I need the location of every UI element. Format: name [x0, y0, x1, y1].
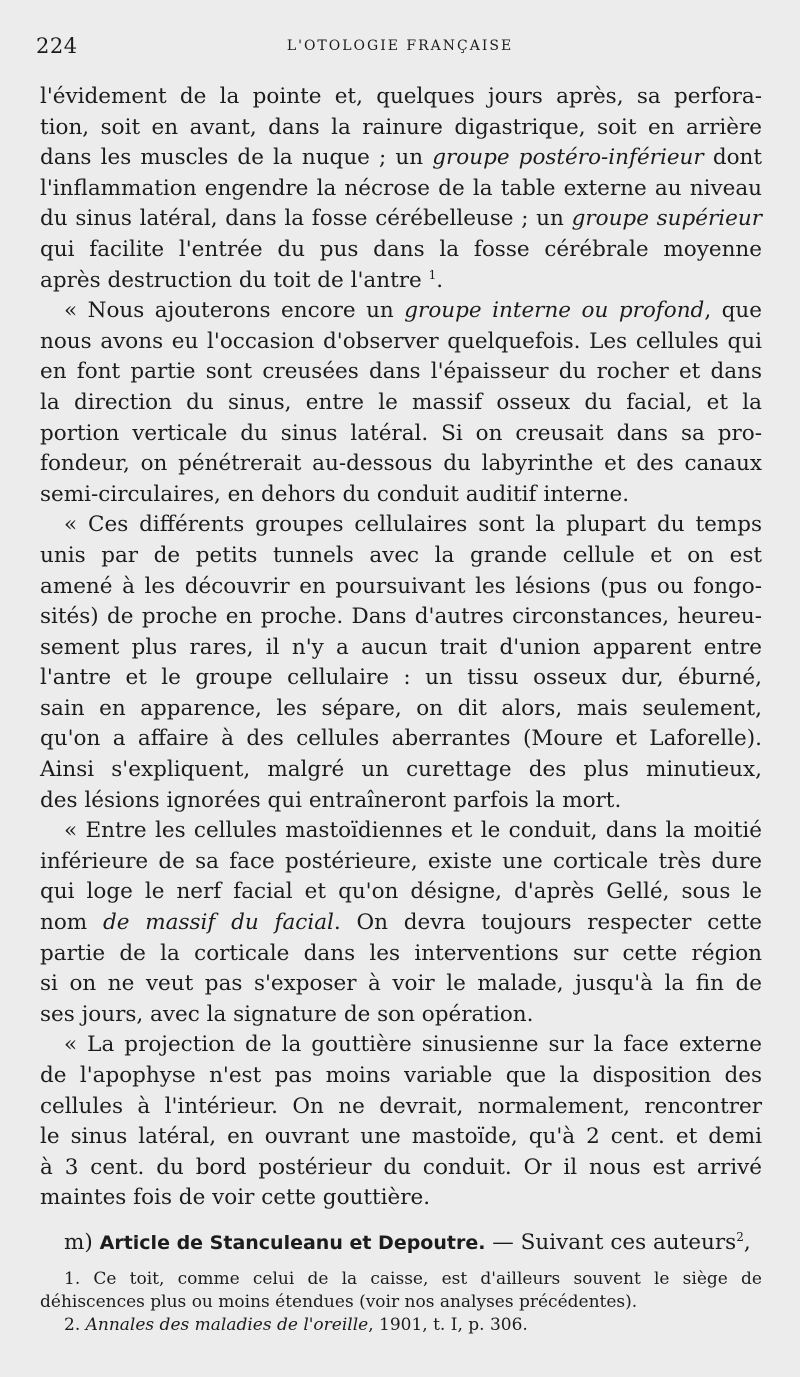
text-line: « Entre les cellules mastoïdiennes et le conduit, dans la moitié — [64, 818, 762, 844]
running-title: L'OTOLOGIE FRANÇAISE — [286, 38, 514, 54]
text-line: maintes fois de voir cette gouttière. — [40, 1185, 431, 1211]
text-line: fondeur, on pénétrerait au-dessous du labyrinthe et des canaux — [40, 451, 762, 477]
footnote-ref: 1 — [428, 267, 437, 282]
text-fragment: dont — [703, 145, 763, 171]
text-line: des lésions ignorées qui entraîneront parfois la mort. — [40, 787, 622, 813]
italic-term: de massif du facial — [102, 910, 334, 936]
italic-term: groupe supérieur — [571, 206, 762, 232]
text-line: l'inflammation engendre la nécrose de la table externe au niveau — [40, 175, 762, 201]
text-line: amené à les découvrir en poursuivant les lésions (pus ou fongo- — [40, 573, 762, 599]
italic-term: groupe interne ou profond — [404, 298, 705, 324]
text-fragment: dans les muscles de la nuque ; un — [40, 145, 433, 171]
text-line: portion verticale du sinus latéral. Si on creusait dans sa pro- — [40, 420, 762, 446]
text-fragment: après destruction du toit de l'antre — [40, 267, 422, 293]
footnote-number: 2. — [64, 1315, 86, 1335]
text-line: cellules à l'intérieur. On ne devrait, normalement, rencontrer — [40, 1093, 762, 1119]
text-line: sement plus rares, il n'y a aucun trait d'union apparent entre — [40, 634, 762, 660]
text-line: semi-circulaires, en dehors du conduit auditif interne. — [40, 481, 630, 507]
text-line: sités) de proche en proche. Dans d'autres circonstances, heureu- — [40, 604, 762, 630]
footnote-2 — [40, 1314, 762, 1337]
text-line: la direction du sinus, entre le massif osseux du facial, et la — [40, 389, 762, 415]
text-fragment: . On devra toujours respecter cette — [333, 910, 763, 936]
text-line: sain en apparence, les sépare, on dit alors, mais seulement, — [40, 695, 762, 721]
text-fragment: nom — [40, 910, 103, 936]
text-line: l'antre et le groupe cellulaire : un tissu osseux dur, éburné, — [40, 665, 762, 691]
text-line: « Ces différents groupes cellulaires sont la plupart du temps — [64, 512, 762, 538]
text-line: nous avons eu l'occasion d'observer quelquefois. Les cellules qui — [40, 328, 762, 354]
footnotes — [40, 1268, 762, 1337]
text-line — [40, 204, 762, 235]
footnote-1: 1. Ce toit, comme celui de la caisse, est d'ailleurs souvent le siège de — [64, 1269, 762, 1289]
text-fragment: « Nous ajouterons encore un — [64, 298, 405, 324]
footnote-1-cont: déhiscences plus ou moins étendues (voir nos analyses précédentes). — [40, 1292, 638, 1312]
text-fragment: , 1901, t. I, p. 306. — [368, 1315, 528, 1335]
text-line — [40, 296, 762, 327]
text-line: tion, soit en avant, dans la rainure digastrique, soit en arrière — [40, 114, 762, 140]
text-fragment: , — [743, 1229, 751, 1255]
text-line: qu'on a affaire à des cellules aberrantes (Moure et Laforelle). — [40, 726, 762, 752]
text-line: si on ne veut pas s'exposer à voir le malade, jusqu'à la fin de — [40, 971, 762, 997]
text-line: inférieure de sa face postérieure, existe une corticale très dure — [40, 848, 762, 874]
text-fragment: du sinus latéral, dans la fosse cérébelleuse ; un — [40, 206, 572, 232]
text-line: ses jours, avec la signature de son opération. — [40, 1001, 534, 1027]
page-number: 224 — [36, 34, 78, 58]
section-marker: m) — [64, 1229, 93, 1255]
section-heading: Article de Stanculeanu et Depoutre. — [99, 1231, 486, 1254]
journal-title: Annales des maladies de l'oreille — [85, 1315, 369, 1335]
text-line: à 3 cent. du bord postérieur du conduit. Or il nous est arrivé — [40, 1154, 762, 1180]
text-line: qui loge le nerf facial et qu'on désigne, d'après Gellé, sous le — [40, 879, 762, 905]
text-line: le sinus latéral, en ouvrant une mastoïde, qu'à 2 cent. et demi — [40, 1124, 762, 1150]
text-line — [40, 908, 762, 939]
body-text — [40, 82, 762, 1259]
text-line: l'évidement de la pointe et, quelques jours après, sa perfora- — [40, 84, 762, 109]
italic-term: groupe postéro-inférieur — [432, 145, 704, 171]
text-fragment: , que — [704, 298, 762, 324]
text-fragment: — Suivant ces auteurs — [485, 1229, 737, 1255]
page-header — [36, 34, 764, 64]
text-fragment: . — [436, 267, 444, 293]
text-line: Ainsi s'expliquent, malgré un curettage des plus minutieux, — [40, 757, 762, 783]
text-line — [40, 266, 762, 297]
footnote-ref: 2 — [736, 1229, 744, 1244]
text-line: de l'apophyse n'est pas moins variable que la disposition des — [40, 1063, 762, 1088]
text-line: qui facilite l'entrée du pus dans la fosse cérébrale moyenne — [40, 236, 762, 262]
text-line: en font partie sont creusées dans l'épaisseur du rocher et dans — [40, 359, 762, 385]
text-line: unis par de petits tunnels avec la grande cellule et on est — [40, 542, 762, 568]
section-heading-line — [40, 1228, 762, 1259]
text-line: « La projection de la gouttière sinusienne sur la face externe — [64, 1032, 762, 1058]
text-line: partie de la corticale dans les interventions sur cette région — [40, 940, 762, 966]
text-line — [40, 143, 762, 174]
